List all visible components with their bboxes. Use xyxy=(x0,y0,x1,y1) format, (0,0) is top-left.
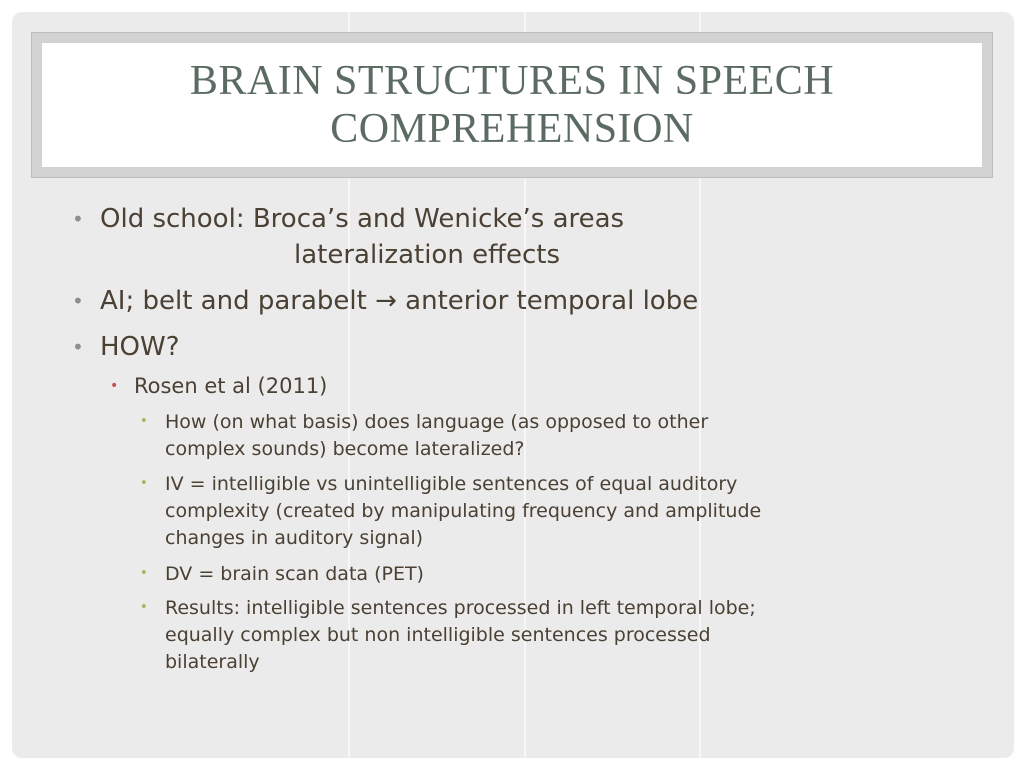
bullet-text: HOW? xyxy=(100,332,180,362)
slide-title: BRAIN STRUCTURES IN SPEECH COMPREHENSION xyxy=(189,58,835,152)
sub-sub-bullet-text: Results: intelligible sentences processed in left temporal lobe; xyxy=(165,597,756,619)
sub-sub-bullet-text: How (on what basis) does language (as opposed to other xyxy=(165,411,709,433)
bullet-dot: • xyxy=(72,335,84,359)
bullet-text-continuation: lateralization effects xyxy=(294,240,561,270)
sub-sub-bullet-text: IV = intelligible vs unintelligible sentences of equal auditory xyxy=(165,473,738,495)
bullet-text xyxy=(100,284,698,318)
sub-sub-bullet-text: bilaterally xyxy=(165,651,260,673)
sub-sub-bullet-text: complexity (created by manipulating frequency and amplitude xyxy=(165,500,762,522)
bullet-text: Old school: Broca’s and Wenicke’s areas xyxy=(100,204,625,234)
bullet-text-part: AI; belt and parabelt xyxy=(100,286,376,316)
bullet-dot: • xyxy=(140,476,148,491)
sub-sub-bullet-text: equally complex but non intelligible sentences processed xyxy=(165,624,711,646)
slide xyxy=(12,12,1014,758)
bullet-text-part: anterior temporal lobe xyxy=(396,286,699,316)
sub-sub-bullet-text: changes in auditory signal) xyxy=(165,527,424,549)
bullet-dot: • xyxy=(72,289,84,313)
bullet-dot: • xyxy=(140,600,148,615)
bullet-dot: • xyxy=(140,414,148,429)
sub-bullet-text: Rosen et al (2011) xyxy=(134,374,328,398)
bullet-dot: • xyxy=(110,378,119,394)
sub-sub-bullet-text: complex sounds) become lateralized? xyxy=(165,438,525,460)
right-arrow-icon: → xyxy=(375,286,397,316)
bullet-dot: • xyxy=(140,566,148,581)
bullet-dot: • xyxy=(72,207,84,231)
sub-sub-bullet-text: DV = brain scan data (PET) xyxy=(165,563,424,585)
slide-body xyxy=(12,12,1014,758)
